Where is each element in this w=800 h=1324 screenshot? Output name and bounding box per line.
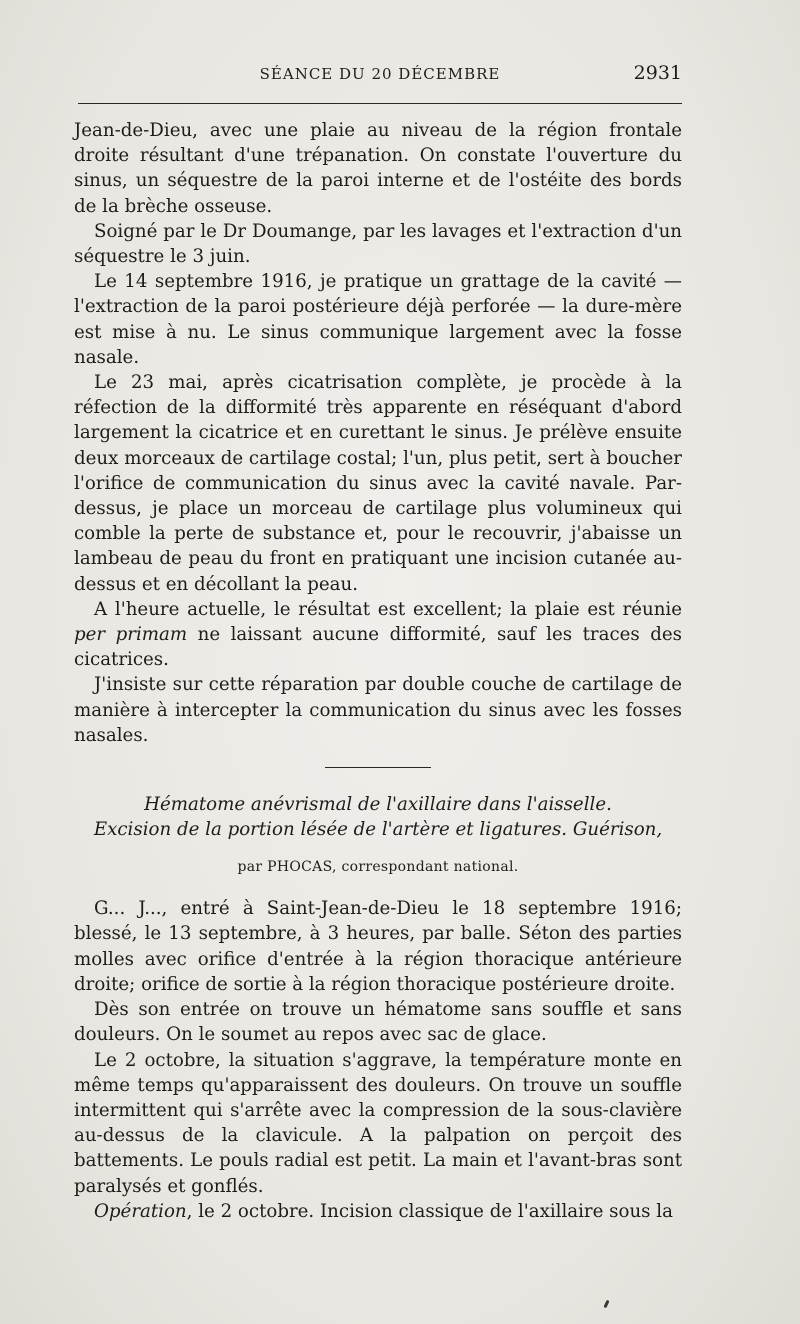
paragraph: Dès son entrée on trouve un hématome sans souffle et sans douleurs. On le soumet au repos avec sac de glace. [74, 999, 682, 1046]
article-title-line: Excision de la portion lésée de l'artère et ligatures. Guérison, [93, 819, 663, 841]
text-run: A l'heure actuelle, le résultat est excellent; la plaie est réunie [94, 598, 682, 620]
paragraph: Le 14 septembre 1916, je pratique un grattage de la cavité — l'extraction de la paroi postérieure déjà perforée — la dure-mère est mise à nu. Le sinus communique largement avec la fosse nasale. [74, 271, 682, 368]
article-title-line: Hématome anévrismal de l'axillaire dans l'aisselle. [144, 794, 612, 816]
paragraph-continuation: Jean-de-Dieu, avec une plaie au niveau de la région frontale droite résultant d'une trépanation. On constate l'ouverture du sinus, un séquestre de la paroi interne et de l'ostéite des bords de la brèche osseuse. [74, 120, 682, 217]
page-header [78, 62, 682, 88]
paragraph [74, 597, 682, 673]
paragraph [74, 1199, 682, 1224]
body-text [74, 118, 682, 1224]
italic-run: Opération [94, 1200, 187, 1222]
text-run: , le 2 octobre. Incision classique de l'axillaire sous la [186, 1200, 673, 1222]
page-number: 2931 [633, 62, 682, 84]
section-separator [325, 767, 431, 768]
ink-speck [603, 1300, 609, 1309]
article-body [74, 896, 682, 1224]
article-title [74, 792, 682, 842]
paragraph: Soigné par le Dr Doumange, par les lavages et l'extraction d'un séquestre le 3 juin. [74, 220, 682, 268]
header-rule [78, 103, 682, 104]
paragraph: Le 2 octobre, la situation s'aggrave, la température monte en même temps qu'apparaissent des douleurs. On trouve un souffle intermittent qui s'arrête avec la compression de la sous-clavière au-dessus de la clavicule. A la palpation on perçoit des battements. Le pouls radial est petit. La main et l'avant-bras sont paralysés et gonflés. [74, 1049, 682, 1197]
paragraph: J'insiste sur cette réparation par double couche de cartilage de manière à intercepter la communication du sinus avec les fosses nasales. [74, 674, 682, 746]
author-line: par PHOCAS, correspondant national. [237, 859, 519, 876]
running-head: SÉANCE DU 20 DÉCEMBRE [259, 65, 501, 83]
paragraph: Le 23 mai, après cicatrisation complète, je procède à la réfection de la difformité très apparente en réséquant d'abord largement la cicatrice et en curettant le sinus. Je prélève ensuite deux morceaux de cartilage costal; l'un, plus petit, sert à boucher l'orifice de communication du sinus avec la cavité navale. Par-dessus, je place un morceau de cartilage plus volumineux qui comble la perte de substance et, pour le recouvrir, j'abaisse un lambeau de peau du front en pratiquant une incision cutanée au-dessus et en décollant la peau. [74, 372, 682, 595]
text-run: ne laissant aucune difformité, sauf les traces des cicatrices. [74, 624, 682, 671]
italic-run: per primam [74, 624, 188, 646]
paragraph: G... J..., entré à Saint-Jean-de-Dieu le 18 septembre 1916; blessé, le 13 septembre, à 3 heures, par balle. Séton des parties molles avec orifice d'entrée à la région thoracique antérieure droite; orifice de sortie à la région thoracique postérieure droite. [74, 898, 682, 995]
